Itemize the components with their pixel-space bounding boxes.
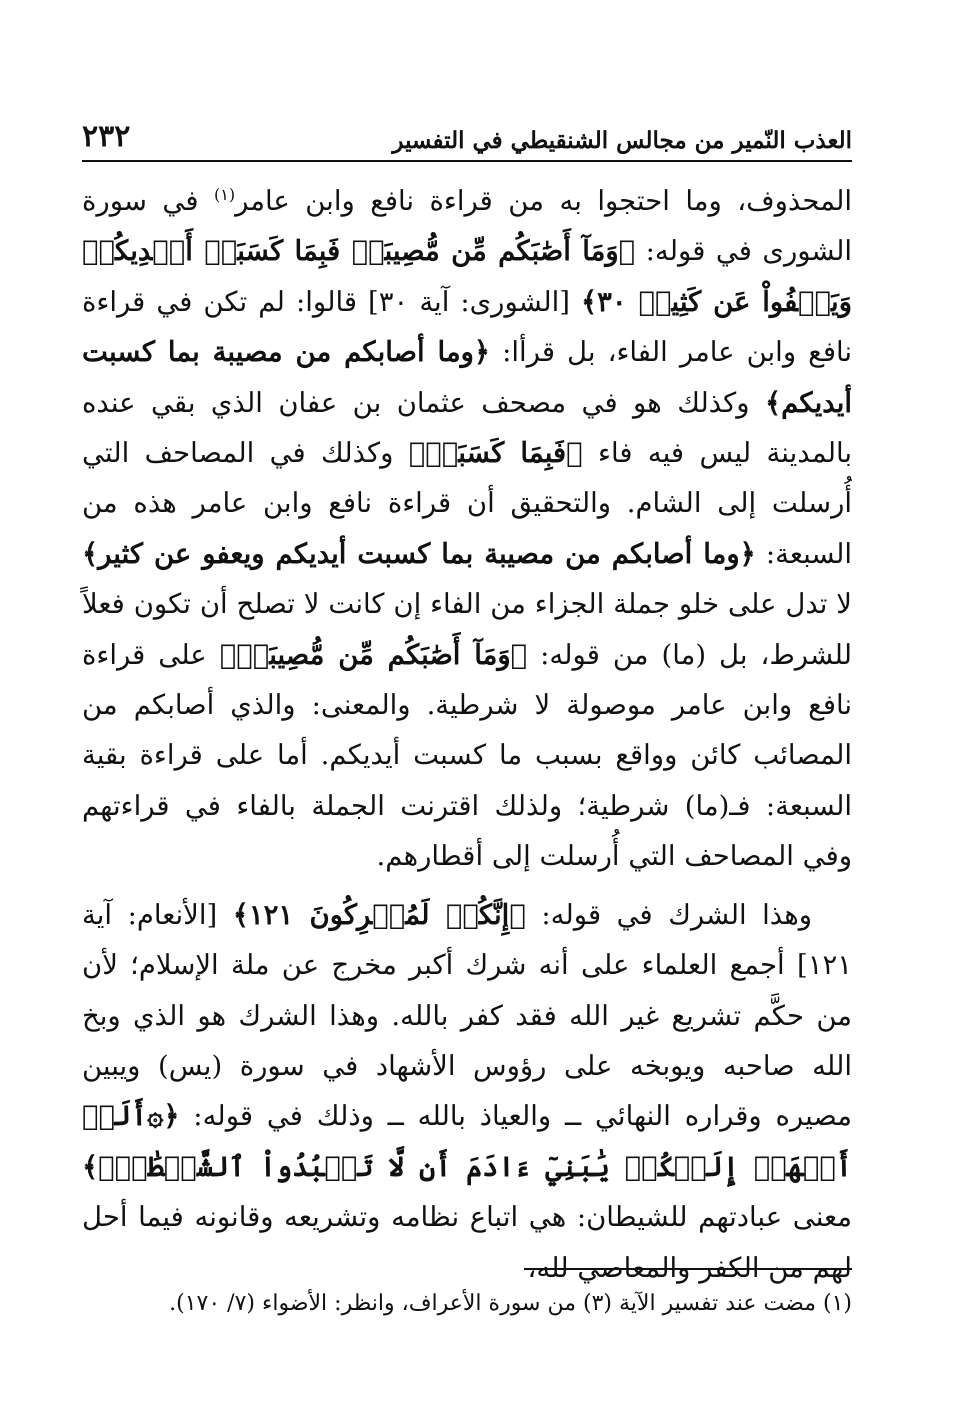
text-run: لا تدل على خلو جملة الجزاء من الفاء إن كانت لا تصلح أن تكون فعلاً للشرط، بل (ما) من قوله:	[82, 588, 852, 671]
text-run: [الأنعام: آية ١٢١] أجمع العلماء على أنه شرك أكبر مخرج عن ملة الإسلام؛ لأن من حكَّم تشريع غير الله فقد كفر بالله. وهذا الشرك هو الذي وبخ الله صاحبه ويوبخه على رؤوس الأشهاد في سورة (يس) ويبين مصيره وقراره النهائي ــ والعياذ بالله ــ وذلك في قوله:	[82, 898, 852, 1133]
main-text	[82, 176, 852, 1293]
running-head	[82, 110, 852, 154]
footnote-rule	[524, 1268, 852, 1270]
paragraph-2	[82, 890, 852, 1293]
quran-verse: ﴿فَبِمَا كَسَبَتۡ﴾	[408, 437, 583, 470]
text-run: وكذلك في المصاحف التي أُرسلت إلى الشام. والتحقيق أن قراءة نافع وابن عامر هذه من السبعة:	[82, 437, 852, 570]
header-rule	[82, 160, 852, 162]
text-run: معنى عبادتهم للشيطان: هي اتباع نظامه وتشريعه وقانونه فيما أحل لهم من الكفر والمعاصي لله،	[82, 1201, 852, 1284]
quran-verse: ﴿وَمَآ أَصَٰبَكُم مِّن مُّصِيبَةٖ فَبِمَا كَسَبَتۡ أَيۡدِيكُمۡ وَيَعۡفُواْ عَن كَثِيرٖ ٣٠﴾	[82, 235, 852, 318]
reading-quote: ﴿وما أصابكم من مصيبة بما كسبت أيديكم﴾	[82, 336, 852, 419]
footnote	[82, 1283, 852, 1325]
quran-verse: ﴿إِنَّكُمۡ لَمُشۡرِكُونَ ١٢١﴾	[232, 898, 526, 931]
page-number: ٢٣٢	[82, 119, 131, 154]
text-run: [الشورى: آية ٣٠] قالوا: لم تكن في قراءة نافع وابن عامر الفاء، بل قرأا:	[82, 285, 852, 369]
footnote-text: مضت عند تفسير الآية (٣) من سورة الأعراف، وانظر: الأضواء (٧/ ١٧٠).	[169, 1291, 823, 1316]
text-run: المحذوف، وما احتجوا به من قراءة نافع وابن عامر	[235, 185, 852, 217]
text-run: وكذلك هو في مصحف عثمان بن عفان الذي بقي عنده بالمدينة ليس فيه فاء	[82, 386, 853, 470]
footnote-marker: (١)	[822, 1291, 852, 1316]
text-run: على قراءة نافع وابن عامر موصولة لا شرطية. والمعنى: والذي أصابكم من المصائب كائن وواقع بسبب ما كسبت أيديكم. أما على قراءة بقية السبعة: فـ(ما) شرطية؛ ولذلك اقترنت الجملة بالفاء في قراءتهم وفي المصاحف التي أُرسلت إلى أقطارهم.	[82, 638, 852, 873]
text-run: وهذا الشرك في قوله:	[525, 898, 812, 931]
quran-verse: ﴿وَمَآ أَصَٰبَكُم مِّن مُّصِيبَةٖ﴾	[219, 638, 528, 671]
quran-verse: ﴿۞أَلَمۡ أَعۡهَدۡ إِلَيۡكُمۡ يَٰبَنِيٓ ءَادَمَ أَن لَّا تَعۡبُدُواْ ٱلشَّيۡطَٰنَۖ﴾	[82, 1100, 852, 1183]
reading-quote: ﴿وما أصابكم من مصيبة بما كسبت أيديكم ويعفو عن كثير﴾	[82, 537, 756, 570]
book-title: العذب النّمير من مجالس الشنقيطي في التفسير	[392, 127, 852, 154]
paragraph-1	[82, 176, 852, 882]
text-run: في سورة الشورى في قوله:	[82, 185, 852, 268]
footnote-reference: (١)	[213, 184, 236, 204]
